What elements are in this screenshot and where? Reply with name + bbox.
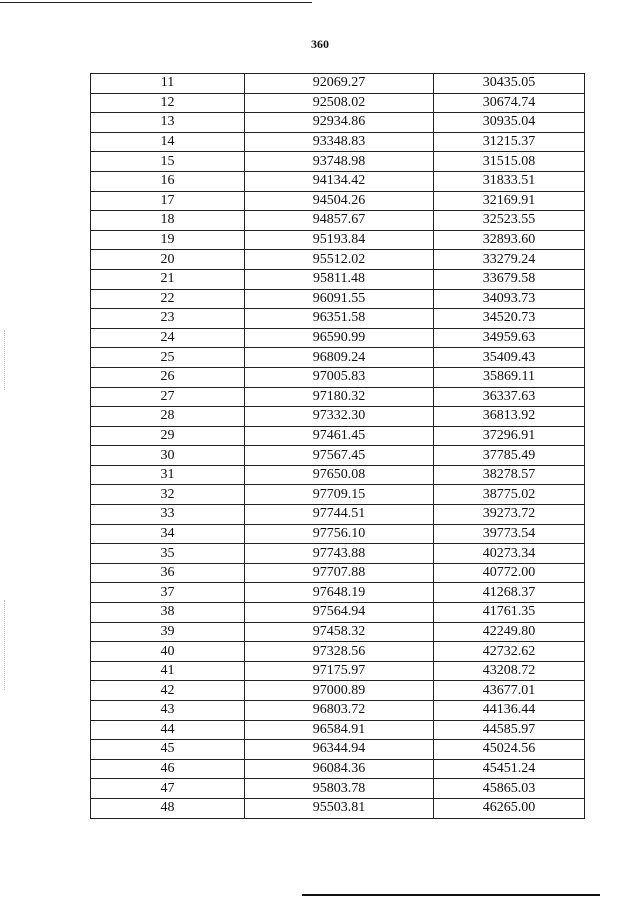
y-value-cell: 34959.63 — [434, 328, 585, 348]
table-row — [91, 171, 585, 191]
x-value-cell: 97709.15 — [245, 485, 434, 505]
x-value-cell: 97458.32 — [245, 622, 434, 642]
x-value-cell: 97175.97 — [245, 661, 434, 681]
x-value-cell: 97756.10 — [245, 524, 434, 544]
y-value-cell: 40273.34 — [434, 544, 585, 564]
x-value-cell: 97328.56 — [245, 642, 434, 662]
row-index-cell: 48 — [91, 798, 245, 818]
row-index-cell: 43 — [91, 701, 245, 721]
row-index-cell: 22 — [91, 289, 245, 309]
y-value-cell: 34093.73 — [434, 289, 585, 309]
table-row — [91, 191, 585, 211]
table-row — [91, 465, 585, 485]
table-row — [91, 269, 585, 289]
table-row — [91, 446, 585, 466]
table-body — [91, 74, 585, 819]
row-index-cell: 38 — [91, 603, 245, 623]
table-row — [91, 661, 585, 681]
row-index-cell: 30 — [91, 446, 245, 466]
table-row — [91, 544, 585, 564]
coordinate-table — [90, 73, 585, 819]
y-value-cell: 32523.55 — [434, 211, 585, 231]
row-index-cell: 15 — [91, 152, 245, 172]
table-row — [91, 505, 585, 525]
x-value-cell: 97650.08 — [245, 465, 434, 485]
row-index-cell: 20 — [91, 250, 245, 270]
table-row — [91, 642, 585, 662]
x-value-cell: 95811.48 — [245, 269, 434, 289]
y-value-cell: 31215.37 — [434, 132, 585, 152]
table-row — [91, 759, 585, 779]
table-row — [91, 211, 585, 231]
y-value-cell: 38278.57 — [434, 465, 585, 485]
table-row — [91, 328, 585, 348]
y-value-cell: 33679.58 — [434, 269, 585, 289]
y-value-cell: 34520.73 — [434, 309, 585, 329]
bottom-rule — [302, 894, 600, 896]
y-value-cell: 35869.11 — [434, 367, 585, 387]
x-value-cell: 92508.02 — [245, 93, 434, 113]
y-value-cell: 31833.51 — [434, 171, 585, 191]
x-value-cell: 97000.89 — [245, 681, 434, 701]
table-row — [91, 407, 585, 427]
x-value-cell: 97707.88 — [245, 563, 434, 583]
row-index-cell: 26 — [91, 367, 245, 387]
x-value-cell: 96351.58 — [245, 309, 434, 329]
table-row — [91, 367, 585, 387]
row-index-cell: 47 — [91, 779, 245, 799]
row-index-cell: 29 — [91, 426, 245, 446]
table-row — [91, 681, 585, 701]
x-value-cell: 93748.98 — [245, 152, 434, 172]
x-value-cell: 97567.45 — [245, 446, 434, 466]
y-value-cell: 37296.91 — [434, 426, 585, 446]
row-index-cell: 45 — [91, 740, 245, 760]
row-index-cell: 33 — [91, 505, 245, 525]
row-index-cell: 18 — [91, 211, 245, 231]
y-value-cell: 41268.37 — [434, 583, 585, 603]
y-value-cell: 31515.08 — [434, 152, 585, 172]
y-value-cell: 45451.24 — [434, 759, 585, 779]
y-value-cell: 39273.72 — [434, 505, 585, 525]
row-index-cell: 37 — [91, 583, 245, 603]
row-index-cell: 21 — [91, 269, 245, 289]
x-value-cell: 97332.30 — [245, 407, 434, 427]
y-value-cell: 32893.60 — [434, 230, 585, 250]
row-index-cell: 12 — [91, 93, 245, 113]
row-index-cell: 44 — [91, 720, 245, 740]
y-value-cell: 42249.80 — [434, 622, 585, 642]
row-index-cell: 17 — [91, 191, 245, 211]
row-index-cell: 16 — [91, 171, 245, 191]
y-value-cell: 30435.05 — [434, 74, 585, 94]
table-row — [91, 250, 585, 270]
x-value-cell: 97744.51 — [245, 505, 434, 525]
x-value-cell: 95193.84 — [245, 230, 434, 250]
y-value-cell: 44585.97 — [434, 720, 585, 740]
x-value-cell: 96344.94 — [245, 740, 434, 760]
row-index-cell: 28 — [91, 407, 245, 427]
y-value-cell: 41761.35 — [434, 603, 585, 623]
x-value-cell: 97005.83 — [245, 367, 434, 387]
table-row — [91, 132, 585, 152]
row-index-cell: 39 — [91, 622, 245, 642]
y-value-cell: 30674.74 — [434, 93, 585, 113]
y-value-cell: 42732.62 — [434, 642, 585, 662]
row-index-cell: 13 — [91, 113, 245, 133]
x-value-cell: 95803.78 — [245, 779, 434, 799]
table-row — [91, 701, 585, 721]
row-index-cell: 24 — [91, 328, 245, 348]
table-row — [91, 74, 585, 94]
x-value-cell: 97461.45 — [245, 426, 434, 446]
row-index-cell: 31 — [91, 465, 245, 485]
x-value-cell: 96590.99 — [245, 328, 434, 348]
y-value-cell: 39773.54 — [434, 524, 585, 544]
page-number: 360 — [311, 37, 329, 51]
y-value-cell: 45865.03 — [434, 779, 585, 799]
x-value-cell: 97180.32 — [245, 387, 434, 407]
row-index-cell: 40 — [91, 642, 245, 662]
table-row — [91, 603, 585, 623]
x-value-cell: 95512.02 — [245, 250, 434, 270]
x-value-cell: 97564.94 — [245, 603, 434, 623]
table-row — [91, 485, 585, 505]
x-value-cell: 96091.55 — [245, 289, 434, 309]
row-index-cell: 36 — [91, 563, 245, 583]
y-value-cell: 43208.72 — [434, 661, 585, 681]
y-value-cell: 36813.92 — [434, 407, 585, 427]
x-value-cell: 94857.67 — [245, 211, 434, 231]
table-row — [91, 740, 585, 760]
row-index-cell: 25 — [91, 348, 245, 368]
x-value-cell: 96809.24 — [245, 348, 434, 368]
y-value-cell: 30935.04 — [434, 113, 585, 133]
table-row — [91, 230, 585, 250]
row-index-cell: 11 — [91, 74, 245, 94]
x-value-cell: 96803.72 — [245, 701, 434, 721]
table-row — [91, 387, 585, 407]
table-row — [91, 798, 585, 818]
y-value-cell: 37785.49 — [434, 446, 585, 466]
y-value-cell: 44136.44 — [434, 701, 585, 721]
table-row — [91, 720, 585, 740]
table-row — [91, 113, 585, 133]
y-value-cell: 38775.02 — [434, 485, 585, 505]
y-value-cell: 46265.00 — [434, 798, 585, 818]
y-value-cell: 43677.01 — [434, 681, 585, 701]
table-row — [91, 289, 585, 309]
table-row — [91, 524, 585, 544]
row-index-cell: 14 — [91, 132, 245, 152]
x-value-cell: 92934.86 — [245, 113, 434, 133]
row-index-cell: 19 — [91, 230, 245, 250]
x-value-cell: 96084.36 — [245, 759, 434, 779]
row-index-cell: 46 — [91, 759, 245, 779]
x-value-cell: 95503.81 — [245, 798, 434, 818]
row-index-cell: 42 — [91, 681, 245, 701]
x-value-cell: 93348.83 — [245, 132, 434, 152]
x-value-cell: 94504.26 — [245, 191, 434, 211]
y-value-cell: 45024.56 — [434, 740, 585, 760]
row-index-cell: 41 — [91, 661, 245, 681]
x-value-cell: 97743.88 — [245, 544, 434, 564]
table-row — [91, 583, 585, 603]
row-index-cell: 32 — [91, 485, 245, 505]
x-value-cell: 92069.27 — [245, 74, 434, 94]
table-row — [91, 309, 585, 329]
row-index-cell: 34 — [91, 524, 245, 544]
table-row — [91, 348, 585, 368]
x-value-cell: 94134.42 — [245, 171, 434, 191]
y-value-cell: 33279.24 — [434, 250, 585, 270]
x-value-cell: 96584.91 — [245, 720, 434, 740]
row-index-cell: 23 — [91, 309, 245, 329]
scan-margin-mark — [4, 330, 5, 390]
y-value-cell: 36337.63 — [434, 387, 585, 407]
table-row — [91, 93, 585, 113]
table-row — [91, 779, 585, 799]
table-row — [91, 622, 585, 642]
scan-margin-mark — [4, 600, 5, 690]
table-row — [91, 563, 585, 583]
row-index-cell: 27 — [91, 387, 245, 407]
x-value-cell: 97648.19 — [245, 583, 434, 603]
y-value-cell: 35409.43 — [434, 348, 585, 368]
table-row — [91, 152, 585, 172]
top-rule — [0, 2, 312, 3]
y-value-cell: 32169.91 — [434, 191, 585, 211]
y-value-cell: 40772.00 — [434, 563, 585, 583]
row-index-cell: 35 — [91, 544, 245, 564]
table-row — [91, 426, 585, 446]
